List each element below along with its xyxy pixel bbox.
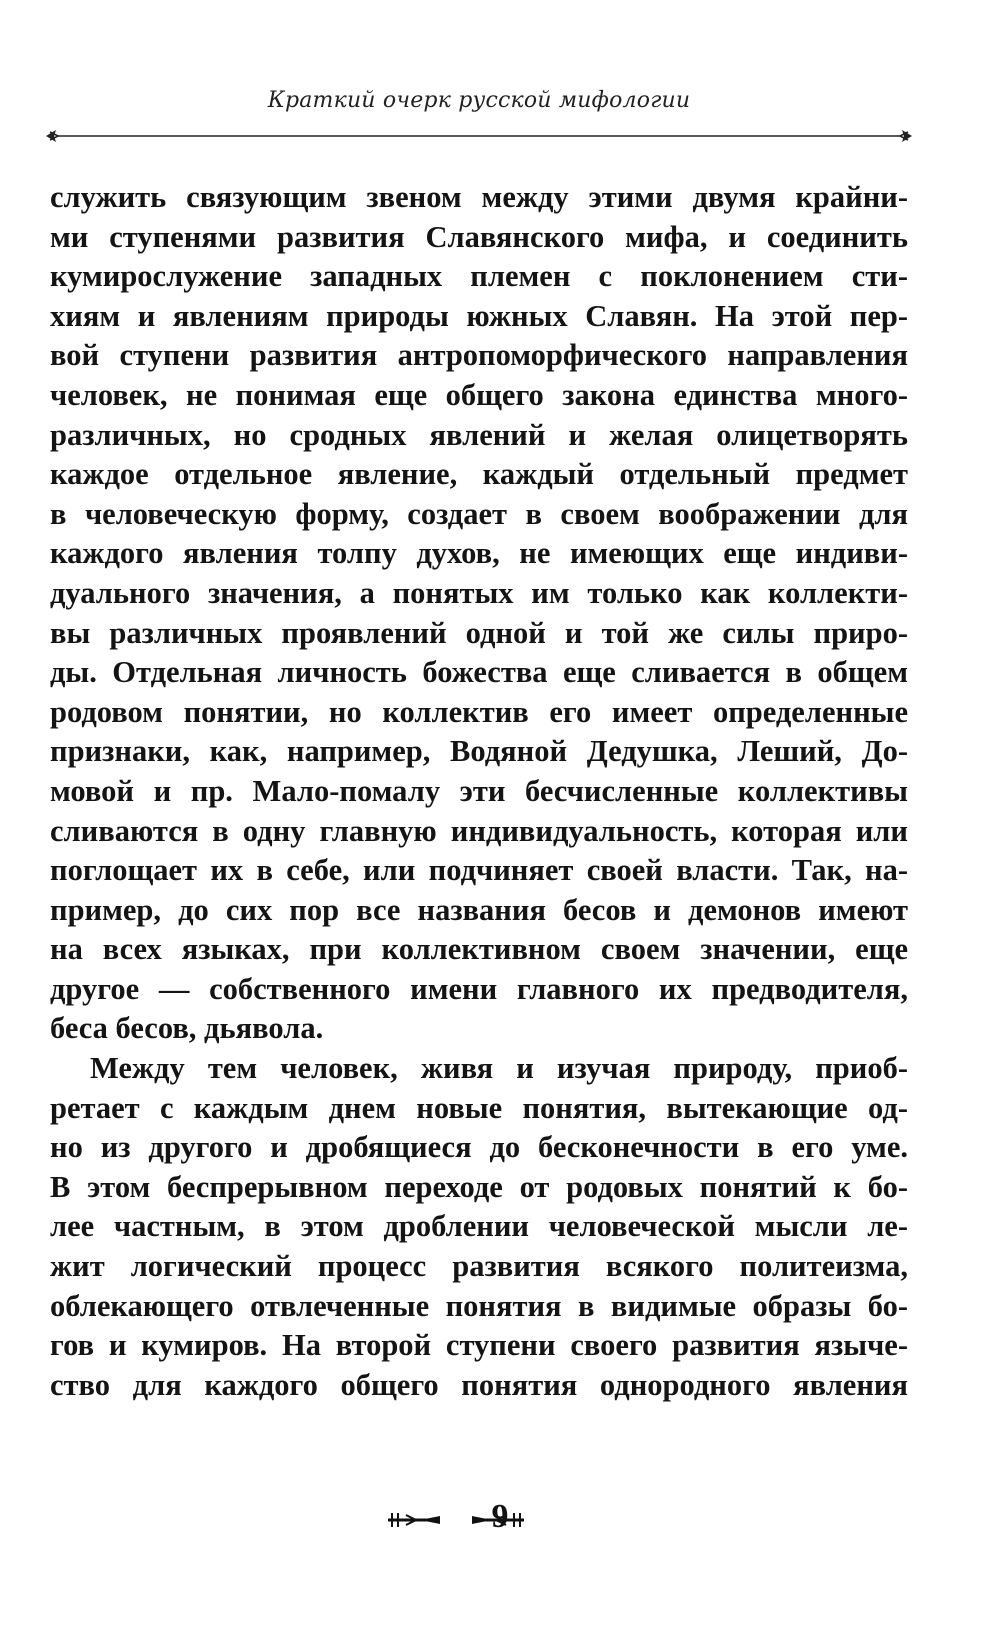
- text-line: ми ступенями развития Славянского мифа, и соединить: [50, 219, 908, 254]
- text-line: кумирослужение западных племен с поклонением сти-: [50, 259, 908, 294]
- text-line: родовом понятии, но коллектив его имеет определенные: [50, 694, 908, 729]
- text-line: пример, до сих пор все названия бесов и демонов имеют: [50, 892, 908, 927]
- text-line: беса бесов, дьявола.: [50, 1011, 324, 1046]
- page-body: [50, 178, 908, 1405]
- text-line: облекающего отвлеченные понятия в видимые образы бо-: [50, 1288, 908, 1323]
- text-line: жит логический процесс развития всякого политеизма,: [50, 1249, 908, 1284]
- text-line: хиям и явлениям природы южных Славян. На этой пер-: [50, 298, 908, 333]
- text-line: ретает с каждым днем новые понятия, вытекающие од-: [50, 1090, 908, 1125]
- text-line: на всех языках, при коллективном своем значении, еще: [50, 932, 908, 967]
- text-line: каждого явления толпу духов, не имеющих еще индиви-: [50, 536, 908, 571]
- text-line: вой ступени развития антропоморфического направления: [50, 338, 908, 373]
- header-rule-ornament: [44, 126, 914, 146]
- running-header: [44, 88, 914, 148]
- paragraph: [50, 178, 908, 1049]
- text-line: сливаются в одну главную индивидуальность, которая или: [50, 813, 908, 848]
- text-line: ды. Отдельная личность божества еще сливается в общем: [50, 655, 908, 690]
- text-line: лее частным, в этом дроблении человеческой мысли ле-: [50, 1209, 908, 1244]
- text-line: Между тем человек, живя и изучая природу, приоб-: [90, 1051, 908, 1086]
- text-line: мовой и пр. Мало-помалу эти бесчисленные коллективы: [50, 773, 908, 808]
- page-number: 9: [491, 1498, 509, 1535]
- text-line: ство для каждого общего понятия однородного явления: [50, 1367, 908, 1402]
- text-line: различных, но сродных явлений и желая олицетворять: [50, 417, 908, 452]
- page-footer: [0, 1496, 1000, 1546]
- text-line: человек, не понимая еще общего закона единства много-: [50, 377, 908, 412]
- text-line: дуального значения, а понятых им только как коллекти-: [50, 575, 908, 610]
- running-header-title: Краткий очерк русской мифологии: [267, 88, 691, 113]
- text-line: в человеческую форму, создает в своем воображении для: [50, 496, 908, 531]
- text-line: гов и кумиров. На второй ступени своего развития языче-: [50, 1328, 908, 1363]
- text-line: вы различных проявлений одной и той же силы приро-: [50, 615, 908, 650]
- paragraph: [50, 1049, 908, 1405]
- text-line: служить связующим звеном между этими двумя крайни-: [50, 180, 908, 214]
- text-line: В этом беспрерывном переходе от родовых понятий к бо-: [50, 1169, 908, 1204]
- text-line: поглощает их в себе, или подчиняет своей власти. Так, на-: [50, 853, 908, 888]
- text-line: каждое отдельное явление, каждый отдельный предмет: [50, 457, 908, 492]
- text-line: другое — собственного имени главного их предводителя,: [50, 971, 908, 1006]
- text-line: признаки, как, например, Водяной Дедушка, Леший, До-: [50, 734, 908, 769]
- right-footer-ornament: [470, 1508, 526, 1532]
- text-line: но из другого и дробящиеся до бесконечности в его уме.: [50, 1130, 908, 1165]
